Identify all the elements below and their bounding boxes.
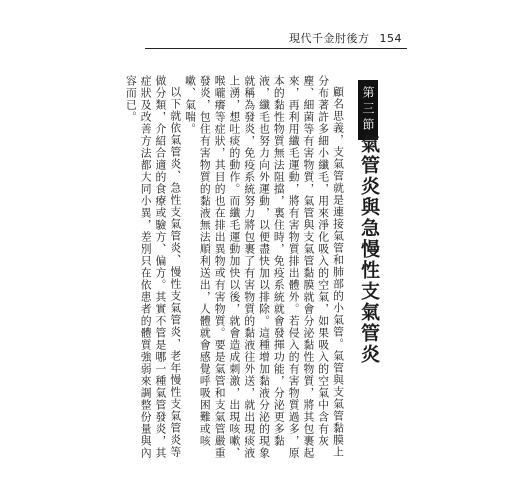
section-title: 氣管炎與急慢性支氣管炎: [358, 134, 380, 365]
body-text: [124, 75, 345, 465]
paragraph-1: 顧名思義，支氣管就是連接氣管和肺部的小氣管。氣管與支氣管黏膜上分布著許多細小纖毛，用來淨化吸入的空氣，如果吸入的空氣中含有灰塵、細菌等有害物質，氣管與支氣管黏膜就會分泌黏性物質，將其包裹起來，再利用纖毛運動，將有害物質排出體外。若侵入的有害物質過多，原本的黏性物質無法阻擋，裏住時，免疫系統就會發揮功能，分泌更多黏液，纖毛也努力向外運動，以便盡快加以排除。這種增加黏液分泌的現象就稱為發炎，免疫系統努力將包裹了有害物質的黏液往外送，就出現痰液上湧，想吐痰的動作。而纖毛運動加快以後，就會造成刺激，出現咳嗽、喉嚨癢等症狀，其目的也在排出異物或有害物質。要是氣管和支氣管嚴重發炎，包住有害物質的黏液無法順利送出，人體就會感覺呼吸困難或咳嗽、氣喘。: [184, 75, 345, 459]
section-label: 第三節: [358, 80, 378, 140]
running-header: [289, 30, 402, 46]
book-title: 現代千金肘後方: [289, 32, 370, 45]
paragraph-2: 以下就依氣管炎、急性支氣管炎、慢性支氣管炎，老年慢性支氣管炎等做分類，介紹合適的食療或驗方、偏方。其實不管是哪一種氣管發炎，其症狀及改善方法都大同小異，差別只在依患者的體質強弱來調整份量與內容而已。: [124, 75, 183, 459]
header-rule: [145, 48, 407, 49]
page-number: 154: [379, 32, 402, 45]
